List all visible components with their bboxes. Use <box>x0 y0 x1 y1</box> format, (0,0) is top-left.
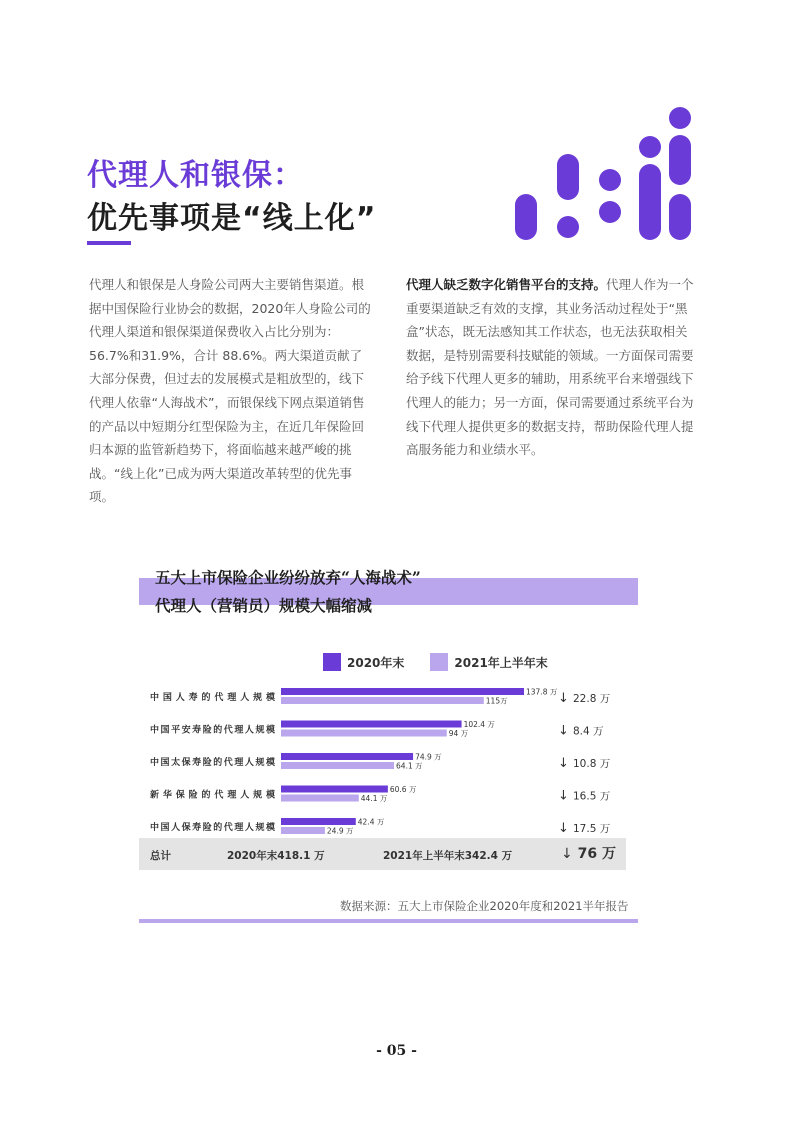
title-underline <box>87 241 131 245</box>
category-label: 中国平安寿险的代理人规模 <box>150 725 275 736</box>
deco-dot <box>599 169 621 191</box>
legend-swatch-2020 <box>323 653 341 671</box>
deco-pill <box>669 194 691 240</box>
decrease-label: 22.8 万 <box>573 693 611 705</box>
page-title-line1: 代理人和银保： <box>87 158 304 193</box>
value-label-2021h1: 94 万 <box>448 729 469 738</box>
right-paragraph <box>406 273 696 462</box>
total-label: 总计 <box>150 850 171 862</box>
bar-2020 <box>281 721 462 728</box>
value-label-2020: 74.9 万 <box>415 752 442 762</box>
total-decrease <box>561 843 616 863</box>
page-number: - 05 - <box>376 1043 417 1059</box>
decrease-arrow: ↓ <box>558 756 569 771</box>
total-decrease-arrow: ↓ <box>561 846 573 862</box>
bar-2021h1 <box>281 795 359 802</box>
bar-2021h1 <box>281 762 394 769</box>
chart-title <box>155 564 421 620</box>
deco-dot <box>669 107 691 129</box>
right-paragraph-lead: 代理人缺乏数字化销售平台的支持。 <box>406 277 607 292</box>
left-paragraph: 代理人和银保是人身险公司两大主要销售渠道。根据中国保险行业协会的数据，2020年人身险公司的代理人渠道和银保渠道保费收入占比分别为：56.7%和31.9%，合计 88.6%。两大渠道贡献了大部分保费，但过去的发展模式是粗放型的，线下代理人依靠“人海战术”，而银保线下网点渠道销售的产品以中短期分红型保险为主，在近几年保险回归本源的监管新趋势下，将面临越来越严峻的挑战。“线上化”已成为两大渠道改革转型的优先事项。 <box>89 277 371 505</box>
total-decrease-value: 76 万 <box>577 846 616 862</box>
decrease-arrow: ↓ <box>558 723 569 739</box>
deco-pill <box>515 194 537 240</box>
deco-pill <box>669 135 691 185</box>
legend-label-2020: 2020年末 <box>347 655 405 670</box>
chart-bottom-rule <box>139 919 638 923</box>
chart-source: 数据来源：五大上市保险企业2020年度和2021半年报告 <box>340 899 629 913</box>
value-label-2021h1: 44.1 万 <box>360 794 388 803</box>
deco-dot <box>639 136 661 158</box>
decrease-label: 16.5 万 <box>573 790 611 803</box>
value-label-2020: 137.8 万 <box>526 687 558 697</box>
value-label-2021h1: 24.9 万 <box>326 826 354 836</box>
total-2020: 2020年末418.1 万 <box>227 850 325 862</box>
decrease-label: 10.8 万 <box>573 758 611 770</box>
legend-label-2021h1: 2021年上半年末 <box>454 655 548 670</box>
value-label-2020: 42.4 万 <box>357 817 385 827</box>
value-label-2021h1: 64.1 万 <box>396 761 423 771</box>
bar-2020 <box>281 786 388 793</box>
category-label: 中国人寿的代理人规模 <box>150 693 275 703</box>
right-paragraph-text: 代理人作为一个重要渠道缺乏有效的支撑，其业务活动过程处于“黑盒”状态，既无法感知其工作状态，也无法获取相关数据，是特别需要科技赋能的领域。一方面保司需要给予线下代理人更多的辅助，用系统平台来增强线下代理人的能力；另一方面，保司需要通过系统平台为线下代理人提供更多的数据支持，帮助保险代理人提高服务能力和业绩水平。 <box>406 277 694 458</box>
category-label: 中国人保寿险的代理人规模 <box>150 823 275 833</box>
bar-2021h1 <box>281 827 325 834</box>
total-2021h1: 2021年上半年末342.4 万 <box>383 850 513 862</box>
chart-title-line2: 代理人（营销员）规模大幅缩减 <box>155 596 373 615</box>
chart-legend <box>323 653 548 671</box>
bar-2020 <box>281 753 413 760</box>
decrease-arrow: ↓ <box>558 691 569 706</box>
value-label-2020: 102.4 万 <box>463 720 495 729</box>
category-label: 中国太保寿险的代理人规模 <box>150 758 275 768</box>
bar-2021h1 <box>281 730 447 737</box>
decrease-arrow: ↓ <box>558 821 569 836</box>
category-label: 新华保险的代理人规模 <box>150 790 275 801</box>
deco-pill <box>639 164 661 240</box>
chart-title-line1: 五大上市保险企业纷纷放弃“人海战术” <box>155 568 421 587</box>
bar-chart <box>139 680 629 840</box>
value-label-2020: 60.6 万 <box>389 785 417 794</box>
decrease-arrow: ↓ <box>558 788 569 804</box>
page-title-line2: 优先事项是“线上化” <box>87 201 377 236</box>
deco-pill <box>557 154 579 200</box>
value-label-2021h1: 115万 <box>485 696 508 706</box>
decrease-label: 17.5 万 <box>573 823 611 835</box>
decorative-bars-graphic <box>505 100 705 250</box>
legend-swatch-2021h1 <box>430 653 448 671</box>
decrease-label: 8.4 万 <box>573 725 604 738</box>
bar-2020 <box>281 818 356 825</box>
bar-2020 <box>281 688 524 695</box>
deco-dot <box>599 201 621 223</box>
deco-dot <box>557 216 579 238</box>
bar-2021h1 <box>281 697 484 704</box>
